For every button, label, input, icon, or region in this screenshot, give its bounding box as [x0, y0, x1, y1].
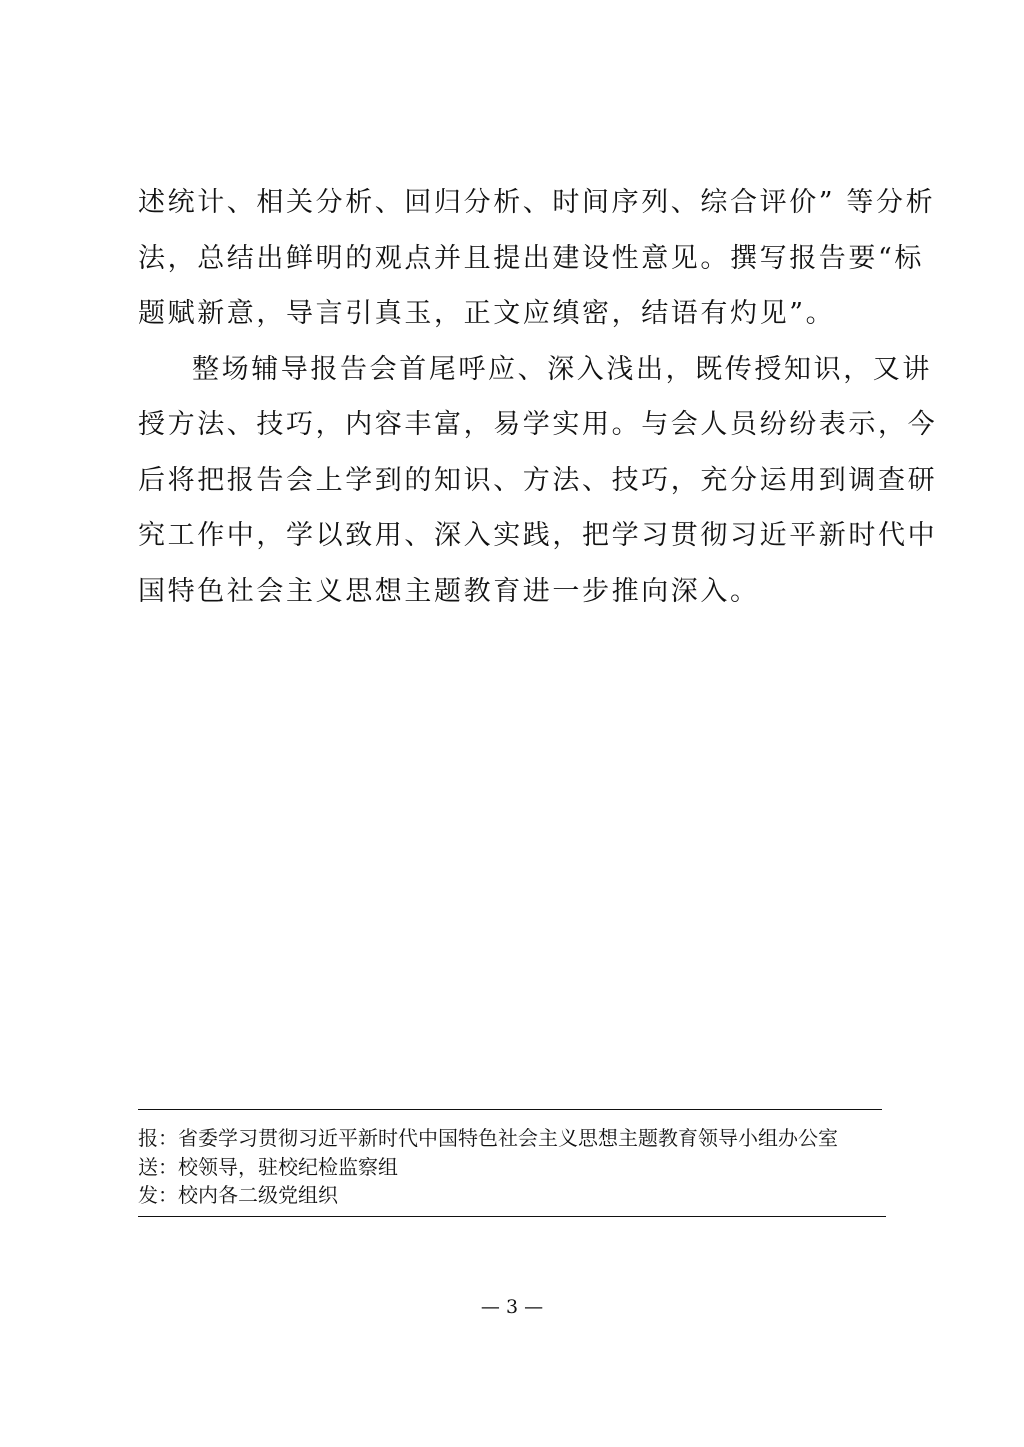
- body-text: [138, 175, 938, 619]
- paragraph-1-line-3: 题赋新意，导言引真玉，正文应缜密，结语有灼见”。: [138, 298, 836, 329]
- page-number: — 3 —: [480, 1296, 544, 1318]
- distribution-bottom-rule: [138, 1216, 886, 1217]
- paragraph-2-line-1: 整场辅导报告会首尾呼应、深入浅出，既传授知识，又讲: [192, 353, 932, 385]
- paragraph-2-line-5: 国特色社会主义思想主题教育进一步推向深入。: [138, 575, 760, 607]
- report-to-line: 报：省委学习贯彻习近平新时代中国特色社会主义思想主题教育领导小组办公室: [138, 1126, 838, 1150]
- paragraph-2-line-2: 授方法、技巧，内容丰富，易学实用。与会人员纷纷表示，今: [138, 409, 938, 440]
- paragraph-2-line-3: 后将把报告会上学到的知识、方法、技巧，充分运用到调查研: [138, 464, 938, 496]
- paragraph-1-line-2: 法，总结出鲜明的观点并且提出建设性意见。撰写报告要“标: [138, 242, 925, 274]
- distribution-top-rule: [138, 1109, 882, 1110]
- issue-to-line: 发：校内各二级党组织: [138, 1183, 338, 1207]
- send-to-line: 送：校领导，驻校纪检监察组: [138, 1154, 398, 1179]
- distribution-block: [138, 1124, 886, 1210]
- paragraph-1-line-1: 述统计、相关分析、回归分析、时间序列、综合评价” 等分析: [138, 187, 936, 218]
- paragraph-2-line-4: 究工作中，学以致用、深入实践，把学习贯彻习近平新时代中: [138, 520, 938, 551]
